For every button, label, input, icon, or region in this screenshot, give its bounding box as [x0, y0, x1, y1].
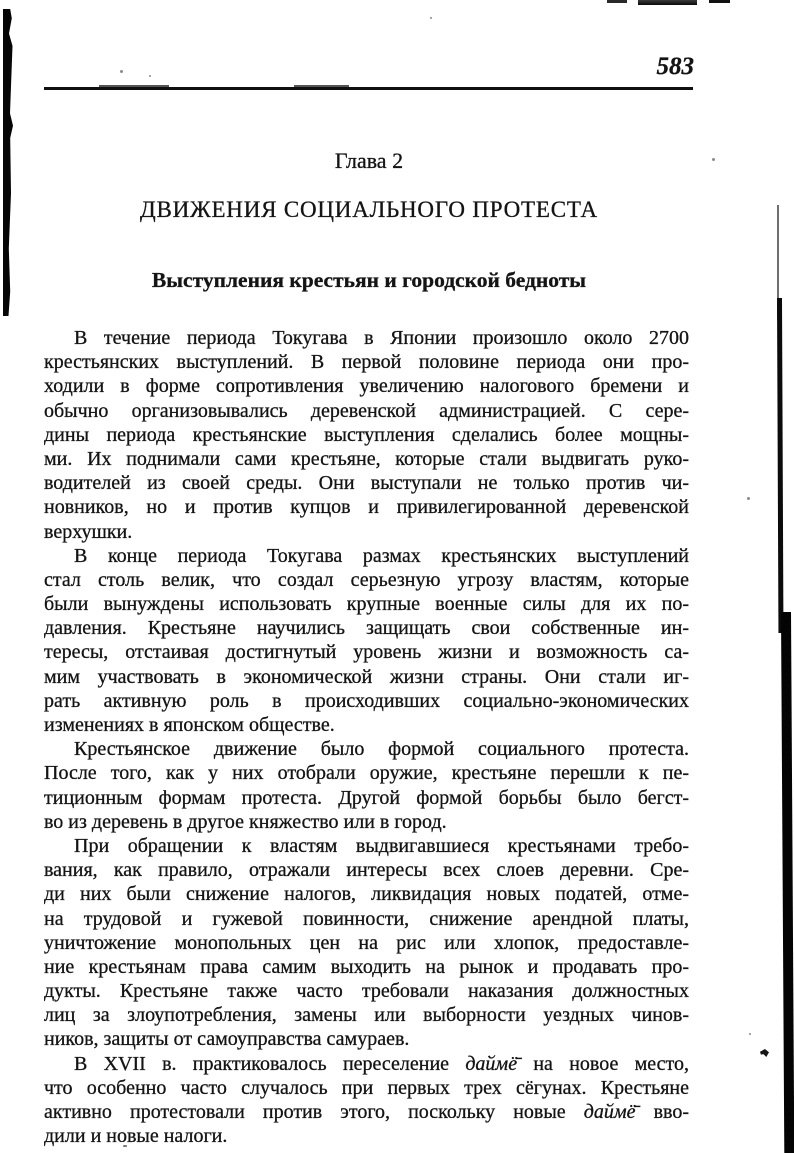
section-title: Выступления крестьян и городской бедноты — [151, 268, 587, 292]
text-line: тересы, отстаивая достигнутый уровень жизни и возможность са- — [44, 641, 689, 664]
text-line: обычно организовывались деревенской администрацией. С сере- — [44, 399, 689, 422]
scan-artifact-left-bar — [3, 9, 13, 316]
text-line: верхушки. — [44, 520, 133, 543]
scan-artifact-right-streak — [781, 612, 794, 1153]
paragraph — [44, 834, 689, 1052]
text-line: Крестьянское движение было формой социального протеста. — [74, 738, 689, 761]
text-line: В конце периода Токугава размах крестьянских выступлений — [74, 544, 689, 567]
text-line: рать активную роль в происходивших социально-экономических — [44, 689, 689, 712]
paragraph — [44, 1052, 689, 1149]
text-line: дукты. Крестьяне также часто требовали наказания должностных — [44, 980, 689, 1003]
text-line: изменениях в японском обществе. — [44, 714, 335, 736]
header-rule — [44, 87, 693, 90]
scan-artifact-right-streak — [777, 298, 783, 633]
text-line: дины периода крестьянские выступления сделались более мощны- — [44, 423, 689, 446]
paragraph — [44, 326, 689, 544]
paragraph — [44, 737, 689, 834]
text-line: ди них были снижение налогов, ликвидация новых податей, отме- — [44, 883, 689, 906]
scan-speckle — [430, 17, 432, 19]
chapter-title: ДВИЖЕНИЯ СОЦИАЛЬНОГО ПРОТЕСТА — [140, 197, 598, 222]
text-line: стал столь велик, что создал серьезную угрозу властям, которые — [44, 568, 689, 591]
scan-artifact-top-streak — [607, 0, 627, 3]
text-line: были вынуждены использовать крупные военные силы для их по- — [44, 593, 689, 616]
text-line: ходили в форме сопротивления увеличению налогового бремени и — [44, 375, 689, 398]
scan-speckle — [749, 1033, 751, 1035]
text-line: ние крестьянам права самим выходить на рынок и продавать про- — [44, 955, 689, 978]
text-line: давления. Крестьяне научились защищать свои собственные ин- — [44, 617, 689, 640]
chapter-label: Глава 2 — [334, 148, 404, 173]
scan-artifact-top-streak — [638, 0, 697, 5]
text-line: При обращении к властям выдвигавшиеся крестьянами требо- — [74, 834, 689, 857]
text-line: дили и новые налоги. — [44, 1125, 228, 1148]
text-line: В XVII в. практиковалось переселение даймё̄ на новое место, — [74, 1052, 689, 1075]
text-line: активно протестовали против этого, поскольку новые даймё̄ вво- — [44, 1101, 689, 1123]
scan-speckle — [747, 497, 750, 500]
text-line: уничтожение монопольных цен на рис или хлопок, предоставле- — [44, 931, 689, 954]
text-line: вания, как правило, отражали интересы всех слоев деревни. Сре- — [44, 859, 689, 882]
scan-artifact-top-streak — [709, 0, 730, 3]
text-line: новников, но и против купцов и привилегированной деревенской — [44, 496, 689, 519]
text-line: ников, защиты от самоуправства самураев. — [44, 1028, 410, 1051]
text-line: крестьянских выступлений. В первой половине периода они про- — [44, 351, 689, 374]
text-line: мим участвовать в экономической жизни страны. Они стали иг- — [44, 665, 689, 688]
text-line: во из деревень в другое княжество или в город. — [44, 810, 447, 833]
scan-artifact-right-streak — [777, 205, 779, 320]
paragraph — [44, 544, 689, 738]
text-line: что особенно часто случалось при первых трех сёгунах. Крестьяне — [44, 1076, 689, 1099]
text-line: ми. Их поднимали сами крестьяне, которые стали выдвигать руко- — [44, 447, 689, 470]
text-line: тиционным формам протеста. Другой формой борьбы было бегст- — [44, 786, 689, 809]
scan-artifact-tick — [760, 1049, 769, 1057]
text-line: лиц за злоупотребления, замены или выборности уездных чинов- — [44, 1004, 689, 1027]
page-number: 583 — [656, 53, 694, 80]
text-line: После того, как у них отобрали оружие, крестьяне перешли к пе- — [44, 762, 689, 785]
scan-speckle — [712, 158, 715, 161]
paragraphs — [44, 326, 689, 1148]
text-line: В течение периода Токугава в Японии произошло около 2700 — [74, 327, 689, 349]
text-line: на трудовой и гужевой повинности, снижение арендной платы, — [44, 907, 689, 930]
text-line: водителей из своей среды. Они выступали не только против чи- — [44, 472, 689, 495]
